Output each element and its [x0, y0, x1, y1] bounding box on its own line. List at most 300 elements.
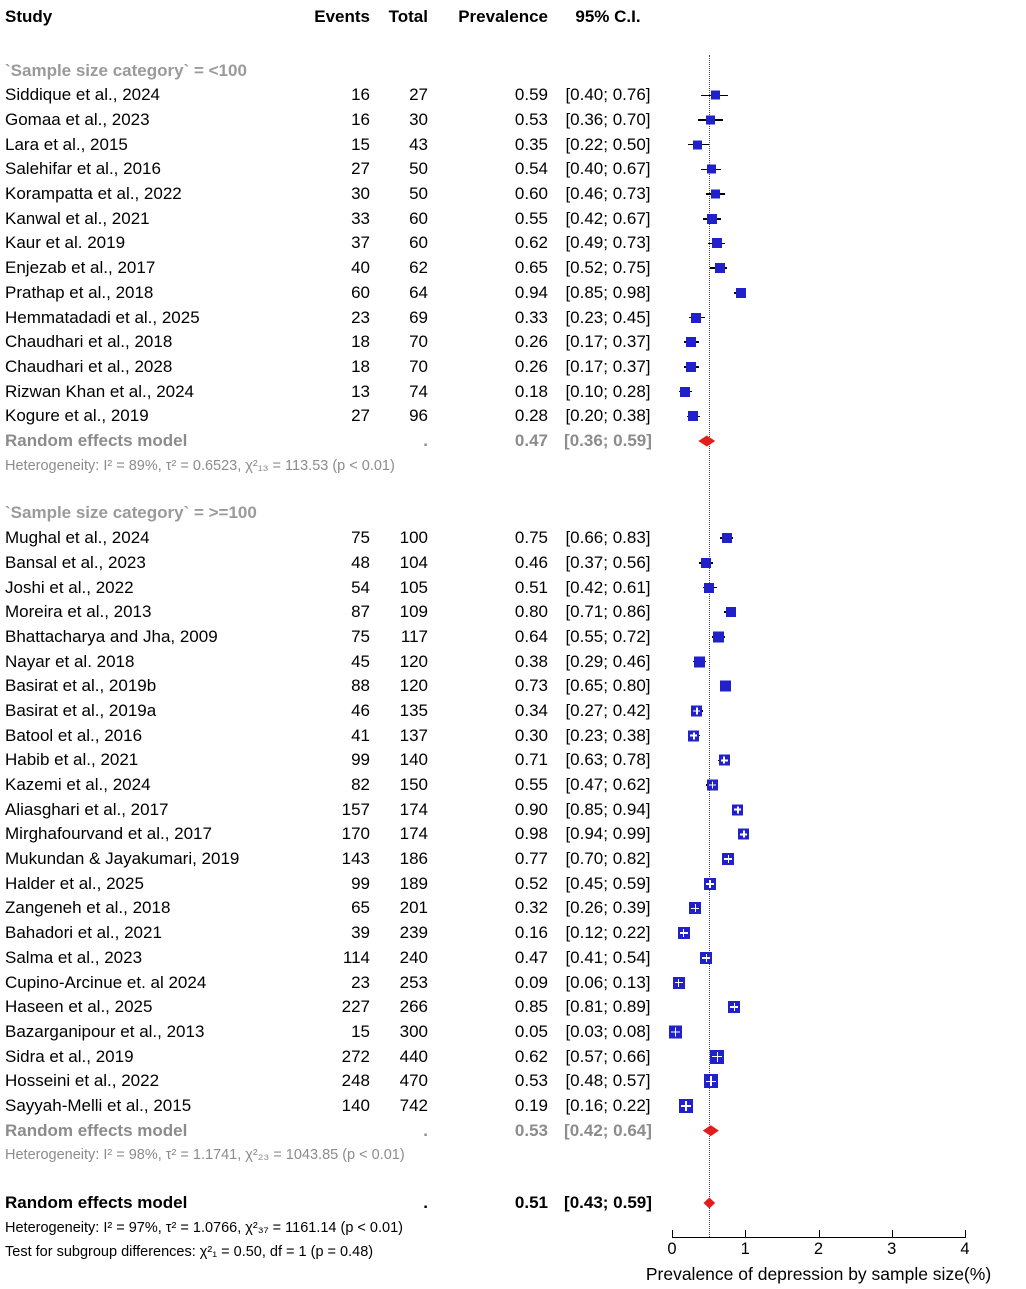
study-plot-cell [668, 281, 1026, 306]
study-ci: [0.48; 0.57] [565, 1071, 651, 1091]
study-name: Mughal et al., 2024 [5, 528, 150, 548]
study-ci: [0.47; 0.62] [565, 775, 651, 795]
study-events: 13 [351, 381, 370, 401]
study-ci: [0.37; 0.56] [565, 552, 651, 572]
study-ci: [0.12; 0.22] [565, 923, 651, 943]
point-estimate-square [732, 804, 743, 815]
study-plot-cell [668, 182, 1026, 207]
study-events: 99 [351, 873, 370, 893]
study-total: 174 [399, 824, 428, 844]
study-plot-cell [668, 822, 1026, 847]
study-name: Hemmatadadi et al., 2025 [5, 307, 200, 327]
study-ci: [0.17; 0.37] [565, 356, 651, 376]
study-events: 157 [341, 799, 370, 819]
study-ci: [0.26; 0.39] [565, 898, 651, 918]
point-estimate-square [711, 190, 720, 199]
x-axis-tick-label: 0 [667, 1240, 677, 1258]
point-estimate-square [689, 902, 701, 914]
study-total: 96 [409, 406, 428, 426]
study-name: Kanwal et al., 2021 [5, 208, 150, 228]
point-estimate-square [712, 238, 722, 248]
study-total: 100 [399, 528, 428, 548]
study-events: 272 [341, 1046, 370, 1066]
point-estimate-square [704, 878, 716, 890]
study-name: Kaur et al. 2019 [5, 233, 126, 253]
study-prevalence: 0.26 [514, 356, 548, 376]
summary-diamond [703, 1125, 719, 1136]
spacer [0, 1168, 1026, 1191]
point-estimate-square [673, 977, 685, 989]
study-total: 300 [399, 1021, 428, 1041]
study-plot-cell [668, 526, 1026, 551]
study-total: 174 [399, 799, 428, 819]
study-row [0, 256, 1026, 281]
study-ci: [0.81; 0.89] [565, 997, 651, 1017]
study-name: Bazarganipour et al., 2013 [5, 1021, 205, 1041]
heterogeneity-note: Heterogeneity: I² = 98%, τ² = 1.1741, χ²₂₃ = 1043.85 (p < 0.01) [5, 1147, 405, 1164]
point-estimate-square [706, 116, 715, 125]
study-row [0, 404, 1026, 429]
study-events: 15 [351, 134, 370, 154]
spacer [0, 34, 1026, 58]
point-estimate-square [704, 583, 714, 593]
study-plot-cell [668, 649, 1026, 674]
study-total: 120 [399, 651, 428, 671]
study-events: 27 [351, 406, 370, 426]
header-plot-spacer [668, 0, 1026, 34]
study-events: 41 [351, 725, 370, 745]
study-name: Bahadori et al., 2021 [5, 923, 162, 943]
study-events: 15 [351, 1021, 370, 1041]
study-plot-cell [668, 946, 1026, 971]
point-estimate-square [694, 656, 705, 667]
study-plot-cell [668, 108, 1026, 133]
study-plot-cell [668, 625, 1026, 650]
study-total: 50 [409, 184, 428, 204]
study-plot-cell [668, 231, 1026, 256]
study-row [0, 649, 1026, 674]
study-total: 30 [409, 110, 428, 130]
group-label-row [0, 501, 1026, 526]
study-events: 23 [351, 972, 370, 992]
study-row [0, 946, 1026, 971]
study-name: Halder et al., 2025 [5, 873, 144, 893]
study-row [0, 305, 1026, 330]
study-row [0, 1094, 1026, 1119]
study-ci: [0.52; 0.75] [565, 258, 651, 278]
note-row [0, 453, 1026, 478]
study-plot-cell [668, 748, 1026, 773]
study-name: Cupino-Arcinue et. al 2024 [5, 972, 207, 992]
point-estimate-square [715, 263, 725, 273]
study-events: 46 [351, 700, 370, 720]
point-estimate-square [678, 927, 690, 939]
x-axis-tick-label: 3 [887, 1240, 897, 1258]
study-ci: [0.94; 0.99] [565, 824, 651, 844]
study-row [0, 699, 1026, 724]
point-estimate-square [679, 1099, 693, 1113]
study-total: 150 [399, 775, 428, 795]
study-total: 137 [399, 725, 428, 745]
study-row [0, 921, 1026, 946]
study-row [0, 83, 1026, 108]
point-estimate-square [738, 829, 749, 840]
study-name: Kogure et al., 2019 [5, 406, 149, 426]
point-estimate-square [722, 853, 734, 865]
summary-prevalence: 0.51 [514, 1193, 548, 1212]
summary-ci: [0.42; 0.64] [564, 1120, 652, 1140]
study-events: 54 [351, 577, 370, 597]
study-total: 69 [409, 307, 428, 327]
study-row [0, 132, 1026, 157]
study-events: 16 [351, 85, 370, 105]
point-estimate-square [711, 91, 720, 100]
summary-total: . [423, 430, 428, 450]
study-total: 105 [399, 577, 428, 597]
study-row [0, 674, 1026, 699]
group-label: `Sample size category` = >=100 [5, 503, 257, 523]
study-total: 135 [399, 700, 428, 720]
study-plot-cell [668, 83, 1026, 108]
study-plot-cell [668, 921, 1026, 946]
study-row [0, 206, 1026, 231]
study-name: Kazemi et al., 2024 [5, 775, 151, 795]
study-prevalence: 0.53 [514, 110, 548, 130]
study-events: 45 [351, 651, 370, 671]
study-row [0, 1044, 1026, 1069]
point-estimate-square [688, 730, 699, 741]
study-row [0, 896, 1026, 921]
study-name: Haseen et al., 2025 [5, 997, 153, 1017]
summary-label: Random effects model [5, 430, 188, 450]
spacer [0, 478, 1026, 501]
study-prevalence: 0.65 [514, 258, 548, 278]
note-row [0, 1143, 1026, 1168]
study-name: Basirat et al., 2019b [5, 676, 157, 696]
study-total: 140 [399, 750, 428, 770]
study-prevalence: 0.55 [514, 775, 548, 795]
study-row [0, 379, 1026, 404]
study-prevalence: 0.16 [514, 923, 548, 943]
study-plot-cell [668, 132, 1026, 157]
summary-row [0, 1118, 1026, 1143]
study-events: 40 [351, 258, 370, 278]
study-plot-cell [668, 330, 1026, 355]
summary-row [0, 429, 1026, 454]
study-name: Aliasghari et al., 2017 [5, 799, 169, 819]
study-ci: [0.49; 0.73] [565, 233, 651, 253]
study-plot-cell [668, 206, 1026, 231]
study-name: Zangeneh et al., 2018 [5, 898, 171, 918]
study-events: 60 [351, 282, 370, 302]
study-events: 87 [351, 602, 370, 622]
study-prevalence: 0.62 [514, 233, 548, 253]
study-total: 50 [409, 159, 428, 179]
study-total: 253 [399, 972, 428, 992]
study-row [0, 355, 1026, 380]
study-row [0, 723, 1026, 748]
study-row [0, 281, 1026, 306]
study-ci: [0.41; 0.54] [565, 947, 651, 967]
summary-plot-cell [668, 429, 1026, 454]
study-prevalence: 0.52 [514, 873, 548, 893]
study-name: Korampatta et al., 2022 [5, 184, 182, 204]
point-estimate-square [710, 1050, 724, 1064]
study-events: 30 [351, 184, 370, 204]
study-plot-cell [668, 847, 1026, 872]
study-name: Habib et al., 2021 [5, 750, 139, 770]
study-row [0, 551, 1026, 576]
study-total: 74 [409, 381, 428, 401]
study-total: 104 [399, 552, 428, 572]
study-name: Siddique et al., 2024 [5, 85, 161, 105]
study-prevalence: 0.34 [514, 700, 548, 720]
summary-prevalence: 0.53 [514, 1120, 548, 1140]
x-axis-tick-label: 1 [740, 1240, 750, 1258]
study-plot-cell [668, 379, 1026, 404]
study-plot-cell [668, 797, 1026, 822]
study-name: Joshi et al., 2022 [5, 577, 134, 597]
study-row [0, 575, 1026, 600]
study-prevalence: 0.77 [514, 849, 548, 869]
study-prevalence: 0.64 [514, 626, 548, 646]
point-estimate-square [700, 952, 712, 964]
summary-label: Random effects model [5, 1120, 188, 1140]
study-events: 99 [351, 750, 370, 770]
study-name: Lara et al., 2015 [5, 134, 128, 154]
header-study: Study [5, 7, 53, 26]
x-axis-tick-label: 2 [813, 1240, 824, 1258]
study-name: Salehifar et al., 2016 [5, 159, 161, 179]
study-events: 18 [351, 356, 370, 376]
study-total: 201 [399, 898, 428, 918]
study-name: Prathap et al., 2018 [5, 282, 154, 302]
summary-prevalence: 0.47 [514, 430, 548, 450]
study-name: Nayar et al. 2018 [5, 651, 135, 671]
study-row [0, 970, 1026, 995]
summary-row [0, 1191, 1026, 1216]
study-prevalence: 0.51 [514, 577, 548, 597]
study-ci: [0.57; 0.66] [565, 1046, 651, 1066]
study-prevalence: 0.47 [514, 947, 548, 967]
point-estimate-square [704, 1074, 718, 1088]
study-total: 470 [399, 1071, 428, 1091]
point-estimate-square [688, 411, 698, 421]
study-events: 65 [351, 898, 370, 918]
summary-diamond [703, 1198, 715, 1209]
study-total: 186 [399, 849, 428, 869]
study-prevalence: 0.98 [514, 824, 548, 844]
study-ci: [0.20; 0.38] [565, 406, 651, 426]
study-ci: [0.63; 0.78] [565, 750, 651, 770]
forest-rows [0, 34, 1026, 1265]
study-plot-cell [668, 256, 1026, 281]
table-header [0, 0, 1026, 34]
study-row [0, 157, 1026, 182]
summary-ci: [0.43; 0.59] [564, 1193, 652, 1212]
study-name: Mirghafourvand et al., 2017 [5, 824, 212, 844]
study-prevalence: 0.54 [514, 159, 548, 179]
heterogeneity-note: Heterogeneity: I² = 97%, τ² = 1.0766, χ²₃₇ = 1161.14 (p < 0.01) [5, 1219, 403, 1236]
study-ci: [0.06; 0.13] [565, 972, 651, 992]
study-total: 27 [409, 85, 428, 105]
study-events: 39 [351, 923, 370, 943]
header-ci: 95% C.I. [575, 7, 641, 26]
study-total: 240 [399, 947, 428, 967]
study-name: Chaudhari et al., 2018 [5, 332, 173, 352]
study-ci: [0.45; 0.59] [565, 873, 651, 893]
study-name: Chaudhari et al., 2028 [5, 356, 173, 376]
study-prevalence: 0.05 [514, 1021, 548, 1041]
study-row [0, 625, 1026, 650]
group-label-row [0, 58, 1026, 83]
study-prevalence: 0.94 [514, 282, 548, 302]
study-events: 75 [351, 626, 370, 646]
study-plot-cell [668, 1094, 1026, 1119]
study-row [0, 330, 1026, 355]
study-prevalence: 0.90 [514, 799, 548, 819]
point-estimate-square [707, 165, 716, 174]
study-total: 43 [409, 134, 428, 154]
header-total: Total [388, 7, 428, 26]
x-axis-tick [892, 1230, 893, 1238]
study-ci: [0.10; 0.28] [565, 381, 651, 401]
study-prevalence: 0.35 [514, 134, 548, 154]
study-ci: [0.40; 0.76] [565, 85, 651, 105]
study-events: 37 [351, 233, 370, 253]
x-axis [667, 1230, 970, 1260]
point-estimate-square [691, 313, 701, 323]
study-prevalence: 0.55 [514, 208, 548, 228]
study-events: 75 [351, 528, 370, 548]
study-prevalence: 0.32 [514, 898, 548, 918]
study-events: 170 [341, 824, 370, 844]
study-name: Enjezab et al., 2017 [5, 258, 156, 278]
heterogeneity-note: Heterogeneity: I² = 89%, τ² = 0.6523, χ²₁₃ = 113.53 (p < 0.01) [5, 457, 395, 474]
study-events: 248 [341, 1071, 370, 1091]
study-row [0, 847, 1026, 872]
study-prevalence: 0.75 [514, 528, 548, 548]
study-row [0, 182, 1026, 207]
study-name: Bansal et al., 2023 [5, 552, 146, 572]
study-name: Moreira et al., 2013 [5, 602, 152, 622]
summary-total: . [423, 1193, 428, 1212]
study-total: 120 [399, 676, 428, 696]
point-estimate-square [728, 1001, 740, 1013]
point-estimate-square [720, 681, 731, 692]
point-estimate-square [693, 140, 702, 149]
study-ci: [0.42; 0.67] [565, 208, 651, 228]
x-axis-tick [819, 1230, 820, 1238]
study-plot-cell [668, 600, 1026, 625]
study-row [0, 822, 1026, 847]
study-row [0, 108, 1026, 133]
study-prevalence: 0.71 [514, 750, 548, 770]
header-prevalence: Prevalence [458, 7, 548, 26]
study-row [0, 231, 1026, 256]
study-events: 33 [351, 208, 370, 228]
point-estimate-square [719, 755, 730, 766]
study-prevalence: 0.46 [514, 552, 548, 572]
summary-plot-cell [668, 1118, 1026, 1143]
x-axis-tick [672, 1230, 673, 1238]
study-row [0, 871, 1026, 896]
point-estimate-square [680, 387, 690, 397]
study-plot-cell [668, 674, 1026, 699]
study-events: 23 [351, 307, 370, 327]
group-label: `Sample size category` = <100 [5, 60, 247, 80]
study-events: 16 [351, 110, 370, 130]
study-events: 114 [342, 947, 370, 967]
study-name: Gomaa et al., 2023 [5, 110, 150, 130]
study-total: 239 [399, 923, 428, 943]
header-events: Events [314, 7, 370, 26]
study-name: Hosseini et al., 2022 [5, 1071, 160, 1091]
study-plot-cell [668, 157, 1026, 182]
x-axis-label: Prevalence of depression by sample size(%) [645, 1264, 992, 1284]
study-prevalence: 0.26 [514, 332, 548, 352]
study-ci: [0.70; 0.82] [565, 849, 651, 869]
point-estimate-square [669, 1025, 682, 1038]
study-total: 62 [409, 258, 428, 278]
study-total: 60 [409, 208, 428, 228]
study-total: 60 [409, 233, 428, 253]
study-plot-cell [668, 723, 1026, 748]
study-plot-cell [668, 551, 1026, 576]
study-prevalence: 0.73 [514, 676, 548, 696]
study-plot-cell [668, 575, 1026, 600]
study-total: 64 [409, 282, 428, 302]
study-ci: [0.16; 0.22] [565, 1095, 651, 1115]
study-total: 70 [409, 332, 428, 352]
study-name: Salma et al., 2023 [5, 947, 143, 967]
point-estimate-square [722, 533, 732, 543]
study-prevalence: 0.28 [514, 406, 548, 426]
study-total: 266 [399, 997, 428, 1017]
point-estimate-square [686, 362, 696, 372]
study-ci: [0.27; 0.42] [565, 700, 651, 720]
study-total: 440 [399, 1046, 428, 1066]
point-estimate-square [707, 780, 718, 791]
study-prevalence: 0.80 [514, 602, 548, 622]
study-prevalence: 0.62 [514, 1046, 548, 1066]
summary-plot-cell [668, 1191, 1026, 1216]
study-prevalence: 0.18 [514, 381, 548, 401]
study-ci: [0.17; 0.37] [565, 332, 651, 352]
point-estimate-square [686, 337, 696, 347]
study-row [0, 748, 1026, 773]
study-prevalence: 0.53 [514, 1071, 548, 1091]
study-prevalence: 0.09 [514, 972, 548, 992]
study-row [0, 1020, 1026, 1045]
heterogeneity-note: Test for subgroup differences: χ²₁ = 0.50, df = 1 (p = 0.48) [5, 1244, 374, 1261]
study-plot-cell [668, 305, 1026, 330]
point-estimate-square [701, 558, 711, 568]
study-plot-cell [668, 970, 1026, 995]
study-events: 88 [351, 676, 370, 696]
study-total: 109 [399, 602, 428, 622]
study-ci: [0.55; 0.72] [565, 626, 651, 646]
study-row [0, 1069, 1026, 1094]
point-estimate-square [707, 214, 717, 224]
study-ci: [0.23; 0.38] [565, 725, 651, 745]
study-plot-cell [668, 896, 1026, 921]
study-events: 227 [341, 997, 370, 1017]
study-ci: [0.85; 0.98] [565, 282, 651, 302]
point-estimate-square [726, 607, 736, 617]
study-ci: [0.42; 0.61] [565, 577, 651, 597]
study-name: Rizwan Khan et al., 2024 [5, 381, 195, 401]
